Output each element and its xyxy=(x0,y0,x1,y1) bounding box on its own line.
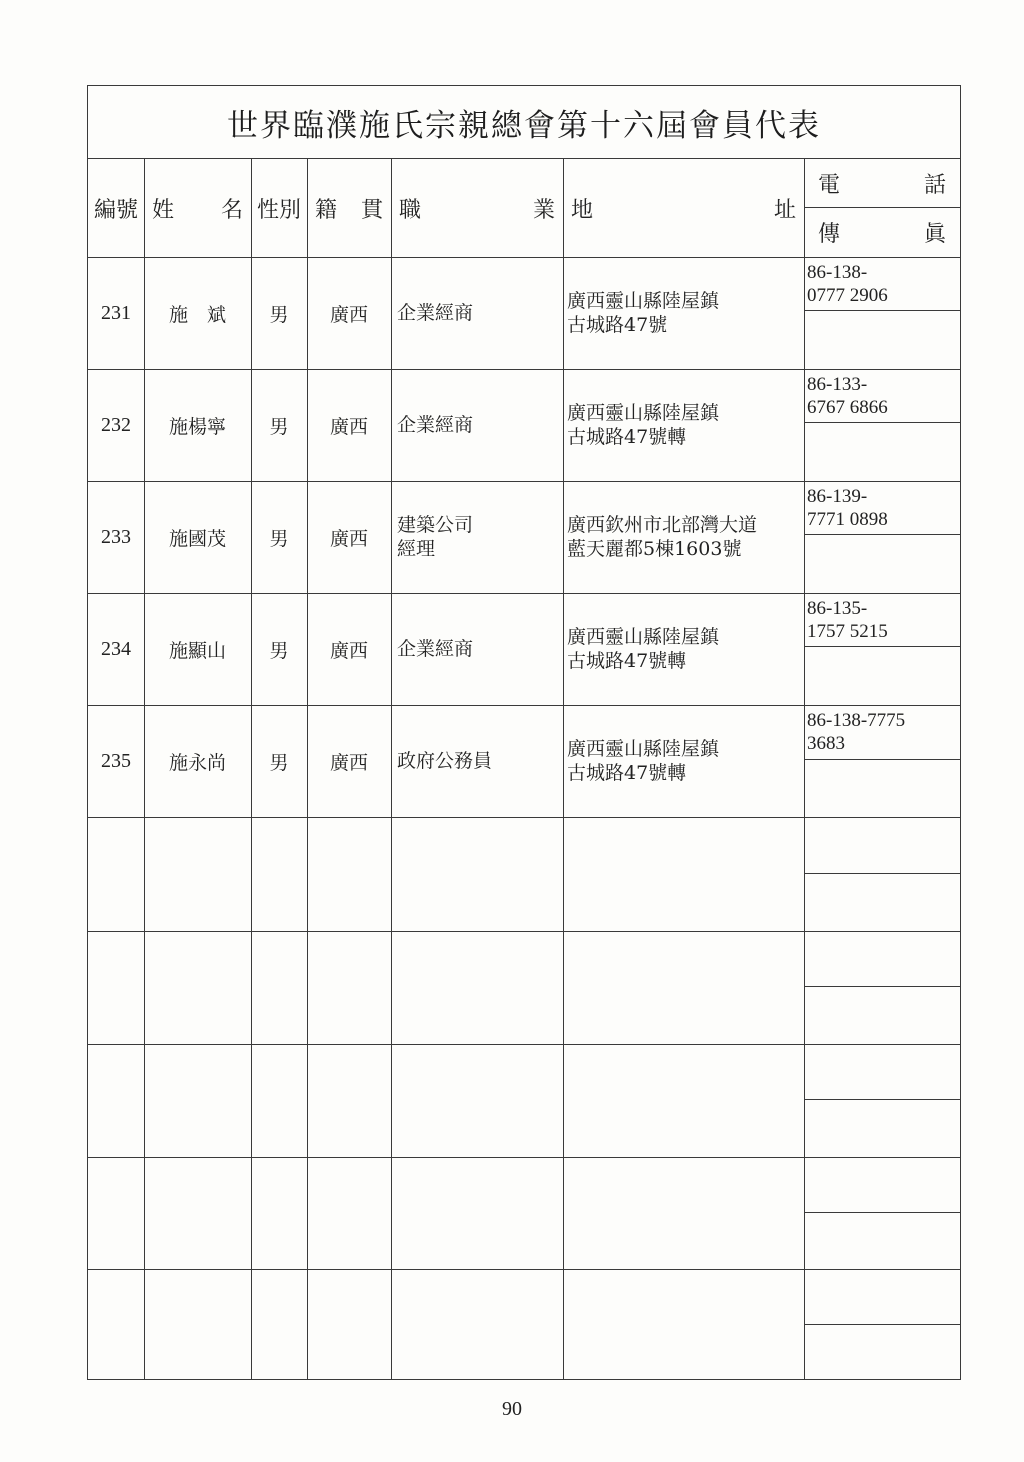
tel-line: 86-135- xyxy=(807,598,868,619)
tel-line: 86-133- xyxy=(807,374,868,395)
sub-divider xyxy=(804,1212,960,1213)
row-origin: 廣西 xyxy=(329,751,368,774)
occupation-line: 企業經商 xyxy=(397,302,474,324)
occupation-line: 企業經商 xyxy=(397,638,474,660)
row-tel xyxy=(807,373,888,419)
row-divider xyxy=(88,931,960,932)
page-title: 世界臨濮施氏宗親總會第十六屆會員代表 xyxy=(88,86,960,159)
header-address-part: 址 xyxy=(773,197,796,223)
row-occupation xyxy=(391,481,563,593)
tel-line: 3683 xyxy=(807,733,845,754)
row-no: 231 xyxy=(101,301,131,324)
row-origin: 廣西 xyxy=(329,415,368,438)
row-name: 施顯山 xyxy=(168,639,226,662)
page-number: 90 xyxy=(502,1398,522,1420)
row-name: 施 斌 xyxy=(168,303,226,326)
header-address-part: 地 xyxy=(571,197,594,223)
row-name: 施國茂 xyxy=(168,527,226,550)
tel-line: 86-138- xyxy=(807,262,868,283)
tel-line: 86-139- xyxy=(807,486,868,507)
row-divider xyxy=(88,1269,960,1270)
sub-divider xyxy=(804,1099,960,1100)
header-fax xyxy=(804,207,960,257)
row-no: 233 xyxy=(101,525,131,548)
row-no: 234 xyxy=(101,637,131,660)
header-occupation-part: 業 xyxy=(532,197,555,223)
tel-line: 7771 0898 xyxy=(807,509,888,530)
header-occupation-part: 職 xyxy=(399,197,422,223)
row-name: 施永尚 xyxy=(168,751,226,774)
row-origin: 廣西 xyxy=(329,527,368,550)
header-name-part: 名 xyxy=(220,197,243,223)
header-name-part: 姓 xyxy=(152,197,175,223)
sub-divider xyxy=(804,422,960,423)
row-gender: 男 xyxy=(269,751,289,774)
address-line: 廣西欽州市北部灣大道 xyxy=(567,514,758,536)
row-name: 施楊寧 xyxy=(168,415,226,438)
address-line: 古城路47號 xyxy=(567,314,668,336)
header-tel xyxy=(804,159,960,207)
header-gender: 性別 xyxy=(256,197,301,223)
member-table xyxy=(87,85,961,1380)
row-origin: 廣西 xyxy=(329,639,368,662)
header-occupation xyxy=(391,159,563,257)
sub-divider xyxy=(804,646,960,647)
row-gender: 男 xyxy=(269,415,289,438)
header-origin xyxy=(307,159,391,257)
tel-line: 6767 6866 xyxy=(807,397,888,418)
header-fax-part: 傳 xyxy=(818,221,841,247)
row-address xyxy=(563,705,804,817)
row-gender: 男 xyxy=(269,639,289,662)
address-line: 廣西靈山縣陸屋鎮 xyxy=(567,290,720,312)
address-line: 廣西靈山縣陸屋鎮 xyxy=(567,626,720,648)
row-tel xyxy=(807,597,888,643)
address-line: 廣西靈山縣陸屋鎮 xyxy=(567,402,720,424)
row-occupation xyxy=(391,369,563,481)
row-occupation xyxy=(391,705,563,817)
row-no: 235 xyxy=(101,749,131,772)
header-tel-part: 電 xyxy=(818,172,841,198)
row-address xyxy=(563,257,804,369)
address-line: 廣西靈山縣陸屋鎮 xyxy=(567,738,720,760)
row-address xyxy=(563,593,804,705)
occupation-line: 政府公務員 xyxy=(397,750,493,772)
row-divider xyxy=(88,1044,960,1045)
address-line: 藍天麗都5棟1603號 xyxy=(567,538,742,560)
row-divider xyxy=(88,817,960,818)
header-origin-part: 籍 xyxy=(315,197,338,223)
header-name xyxy=(144,159,251,257)
row-gender: 男 xyxy=(269,527,289,550)
header-no: 編號 xyxy=(93,197,138,223)
sub-divider xyxy=(804,1324,960,1325)
row-occupation xyxy=(391,593,563,705)
row-address xyxy=(563,369,804,481)
occupation-line: 企業經商 xyxy=(397,414,474,436)
header-origin-part: 貫 xyxy=(360,197,383,223)
address-line: 古城路47號轉 xyxy=(567,650,687,672)
tel-line: 0777 2906 xyxy=(807,285,888,306)
header-fax-part: 眞 xyxy=(923,221,946,247)
row-tel xyxy=(807,709,905,755)
occupation-line: 經理 xyxy=(397,538,436,560)
row-no: 232 xyxy=(101,413,131,436)
row-occupation xyxy=(391,257,563,369)
row-tel xyxy=(807,485,888,531)
sub-divider xyxy=(804,873,960,874)
header-address xyxy=(563,159,804,257)
sub-divider xyxy=(804,986,960,987)
occupation-line: 建築公司 xyxy=(397,514,474,536)
sub-divider xyxy=(804,534,960,535)
row-origin: 廣西 xyxy=(329,303,368,326)
row-gender: 男 xyxy=(269,303,289,326)
header-tel-part: 話 xyxy=(923,172,946,198)
row-tel xyxy=(807,261,888,307)
tel-line: 86-138-7775 xyxy=(807,710,906,731)
sub-divider xyxy=(804,759,960,760)
col-divider xyxy=(804,159,805,1379)
row-divider xyxy=(88,1157,960,1158)
address-line: 古城路47號轉 xyxy=(567,762,687,784)
sub-divider xyxy=(804,310,960,311)
row-address xyxy=(563,481,804,593)
address-line: 古城路47號轉 xyxy=(567,426,687,448)
tel-line: 1757 5215 xyxy=(807,621,888,642)
